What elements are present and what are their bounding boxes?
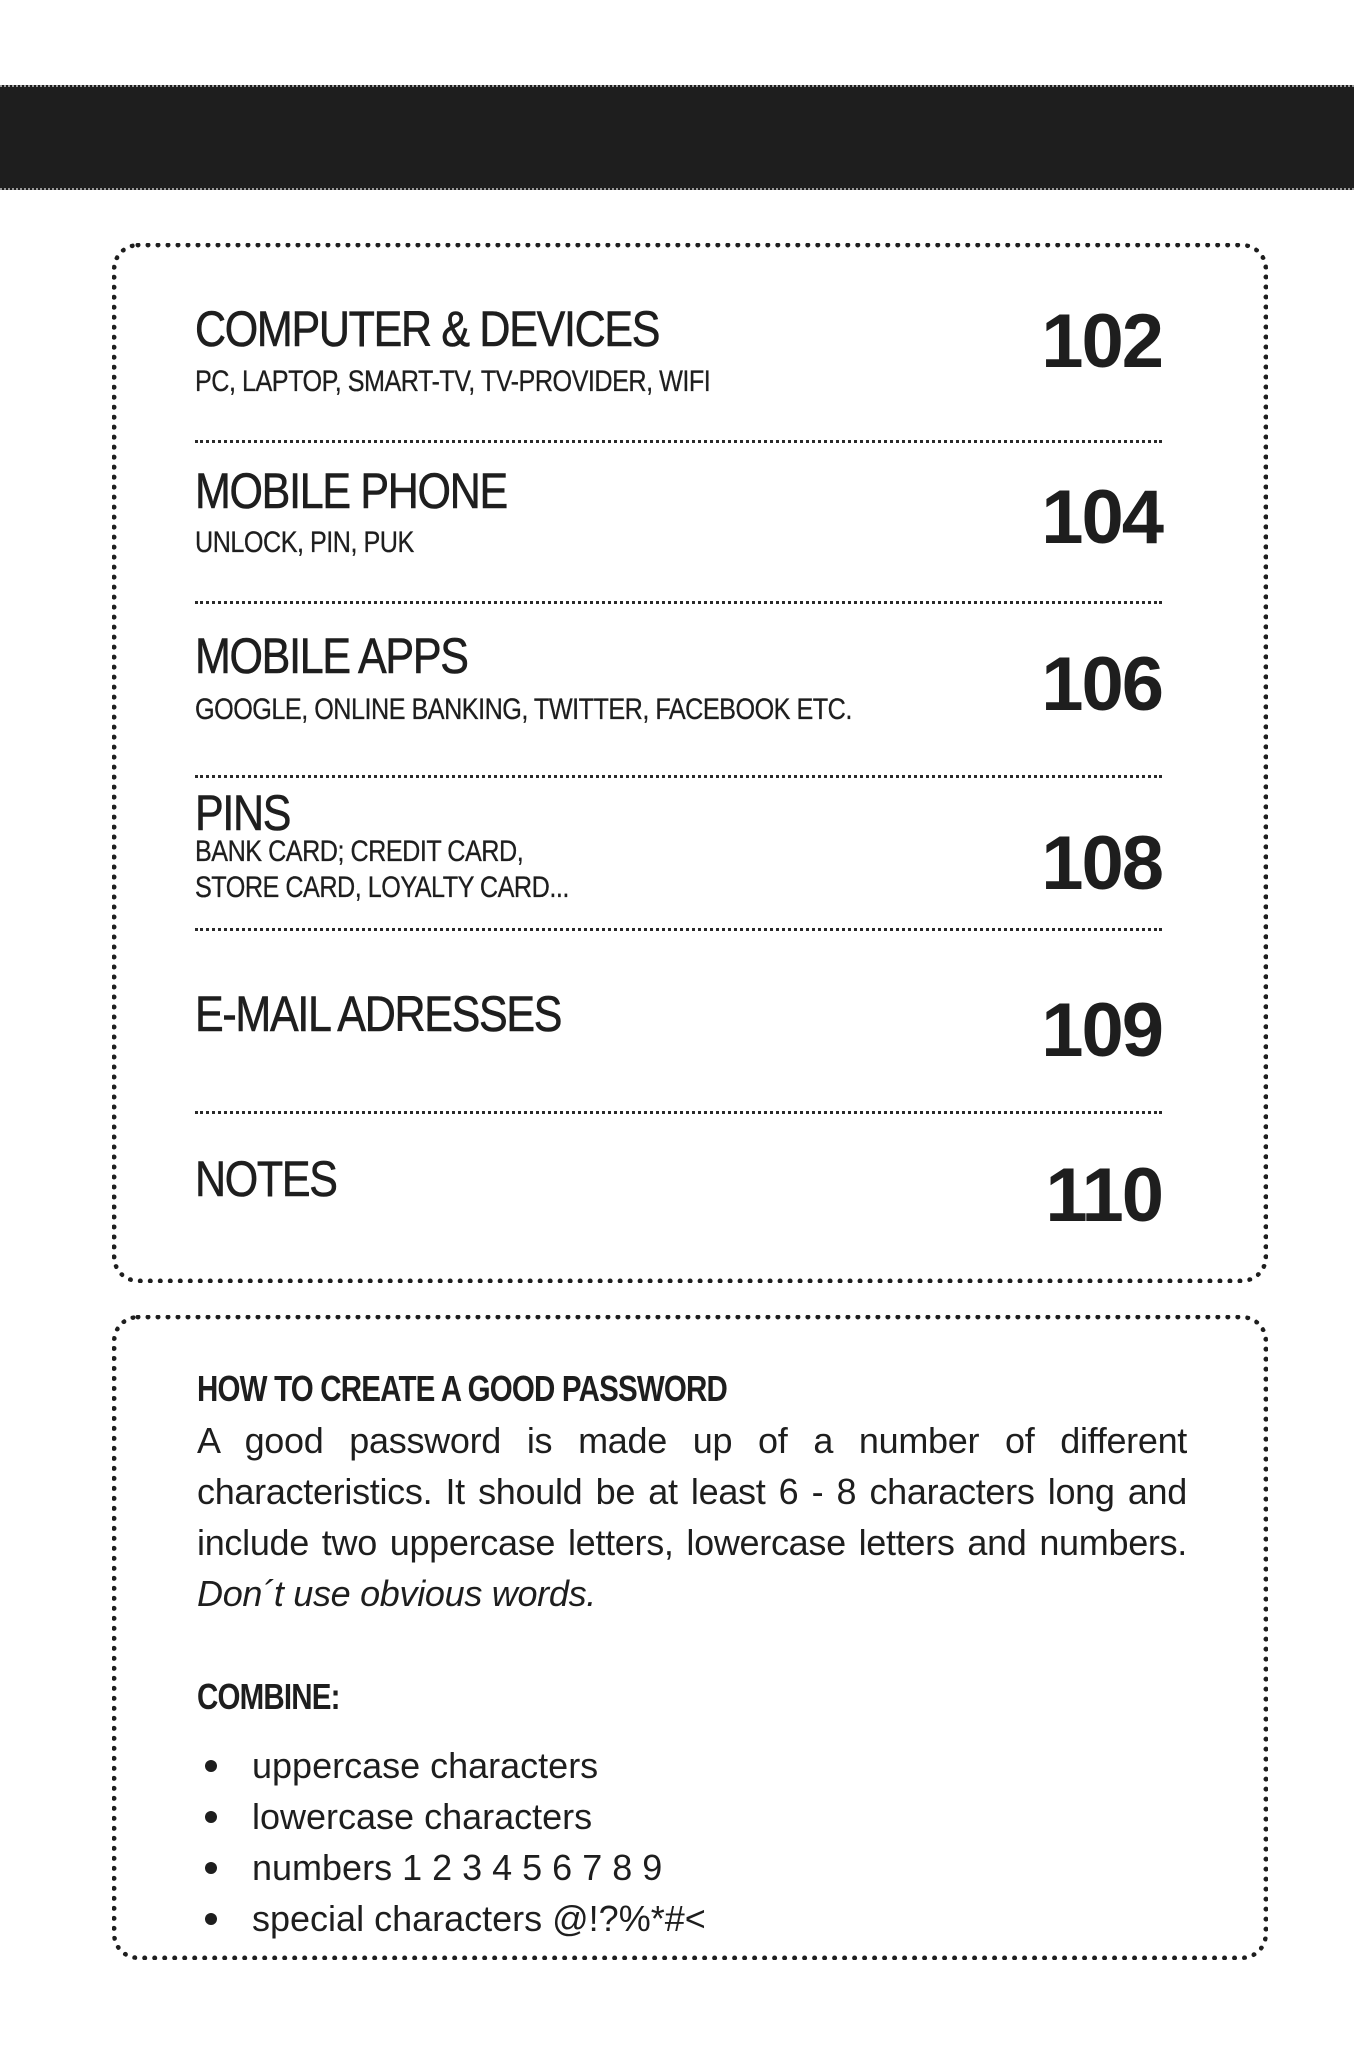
- toc-title: NOTES: [195, 1151, 337, 1207]
- bullet-icon: [205, 1760, 217, 1772]
- toc-title: COMPUTER & DEVICES: [195, 301, 660, 357]
- table-of-contents: [112, 243, 1268, 1283]
- toc-entry-pins[interactable]: [195, 785, 1162, 918]
- divider: [195, 601, 1162, 604]
- list-item: [197, 1791, 706, 1842]
- toc-title: MOBILE APPS: [195, 628, 468, 684]
- toc-subtitle: PC, LAPTOP, SMART-TV, TV-PROVIDER, WIFI: [195, 365, 711, 398]
- toc-entry-mobile-apps[interactable]: [195, 628, 1162, 745]
- toc-page-number: 104: [1041, 475, 1162, 560]
- tips-body-emphasis: Don´t use obvious words.: [197, 1573, 596, 1614]
- toc-subtitle: GOOGLE, ONLINE BANKING, TWITTER, FACEBOOK ETC.: [195, 693, 852, 726]
- divider: [195, 775, 1162, 778]
- list-item-text: uppercase characters: [252, 1745, 599, 1786]
- combine-heading: COMBINE:: [197, 1676, 340, 1717]
- tips-body-text: A good password is made up of a number of different characteristics. It should be at least 6 - 8 characters long and include two uppercase letters, lowercase letters and numbers.: [197, 1420, 1187, 1563]
- list-item: [197, 1893, 706, 1944]
- toc-title: MOBILE PHONE: [195, 463, 507, 519]
- toc-entry-computer-devices[interactable]: [195, 299, 1162, 408]
- toc-subtitle-line-2: STORE CARD, LOYALTY CARD...: [195, 871, 569, 904]
- toc-entry-email-addresses[interactable]: [195, 986, 1162, 1093]
- header-bar: [0, 85, 1354, 190]
- toc-title: PINS: [195, 785, 291, 841]
- password-tips-panel: [112, 1315, 1268, 1960]
- combine-list: [197, 1740, 706, 1944]
- toc-page-number: 108: [1041, 821, 1162, 906]
- bullet-icon: [205, 1862, 217, 1874]
- toc-entry-mobile-phone[interactable]: [195, 463, 1162, 570]
- list-item-text: special characters @!?%*#<: [252, 1898, 706, 1939]
- tips-body: [197, 1415, 1187, 1619]
- toc-page-number: 109: [1041, 988, 1162, 1073]
- divider: [195, 1111, 1162, 1114]
- divider: [195, 928, 1162, 931]
- toc-title: E-MAIL ADRESSES: [195, 986, 562, 1042]
- list-item-text: lowercase characters: [252, 1796, 593, 1837]
- toc-subtitle: UNLOCK, PIN, PUK: [195, 526, 414, 559]
- list-item-text: numbers 1 2 3 4 5 6 7 8 9: [252, 1847, 663, 1888]
- tips-heading: HOW TO CREATE A GOOD PASSWORD: [197, 1368, 728, 1409]
- toc-page-number: 106: [1041, 642, 1162, 727]
- bullet-icon: [205, 1913, 217, 1925]
- list-item: [197, 1842, 706, 1893]
- list-item: [197, 1740, 706, 1791]
- toc-page-number: 102: [1041, 299, 1162, 384]
- toc-subtitle-line-1: BANK CARD; CREDIT CARD,: [195, 835, 524, 868]
- toc-entry-notes[interactable]: [195, 1151, 1162, 1258]
- toc-page-number: 110: [1045, 1153, 1162, 1238]
- bullet-icon: [205, 1811, 217, 1823]
- divider: [195, 440, 1162, 443]
